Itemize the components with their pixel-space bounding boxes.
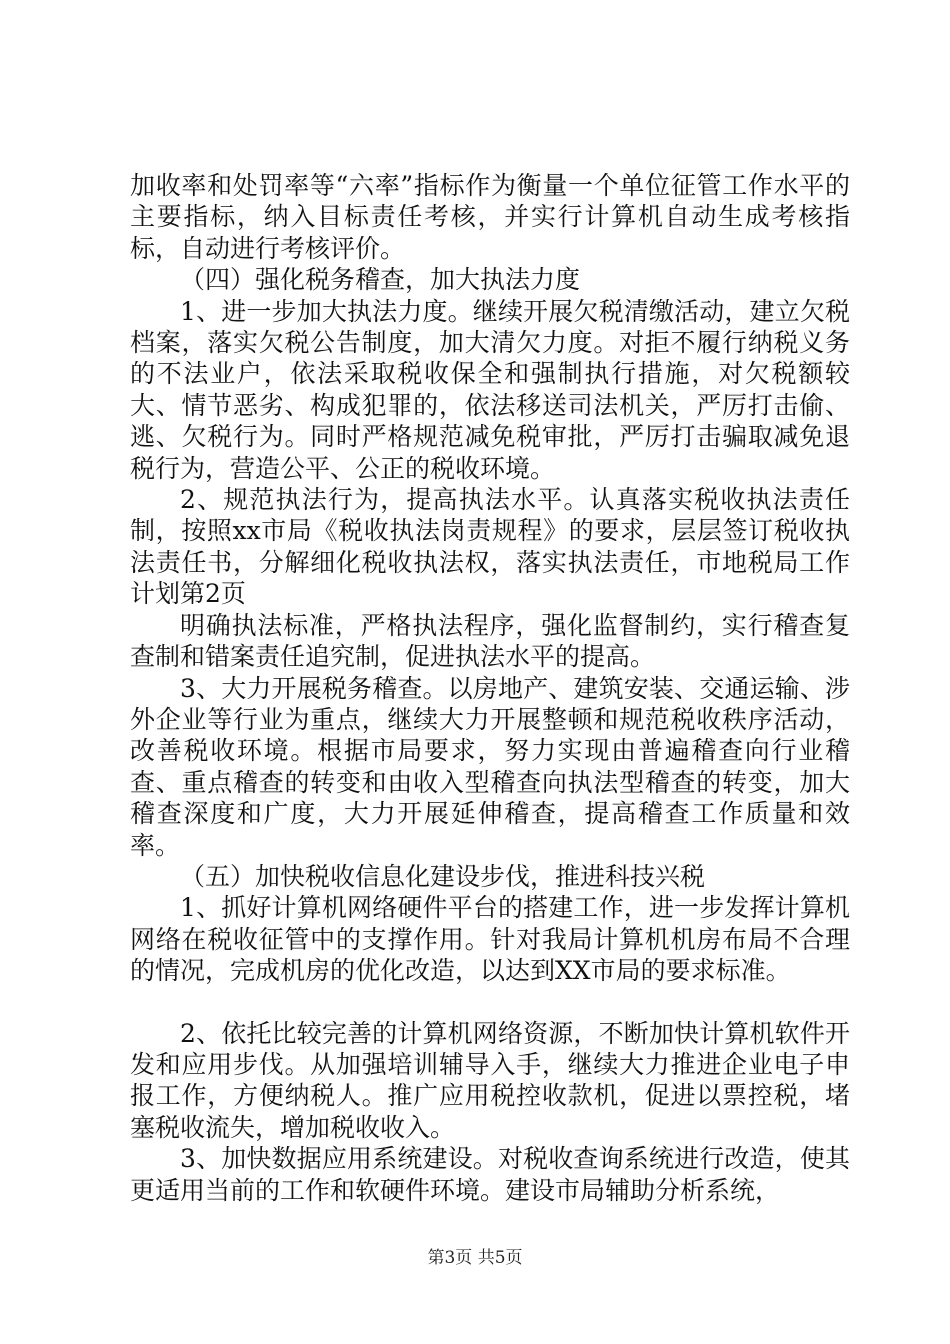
paragraph-4-3: 3、大力开展税务稽查。以房地产、建筑安装、交通运输、涉外企业等行业为重点，继续大力开展整顿和规范税收秩序活动，改善税收环境。根据市局要求，努力实现由普遍稽查向行业稽查、重点稽查的转变和由收入型稽查向执法型稽查的转变，加大稽查深度和广度，大力开展延伸稽查，提高稽查工作质量和效率。 [130, 673, 850, 860]
paragraph-5-2: 2、依托比较完善的计算机网络资源，不断加快计算机软件开发和应用步伐。从加强培训辅导入手，继续大力推进企业电子申报工作，方便纳税人。推广应用税控收款机，促进以票控税，堵塞税收流失，增加税收收入。 [130, 1018, 850, 1142]
page-number-footer: 第3页 共5页 [427, 1248, 523, 1268]
section-heading-5: （五）加快税收信息化建设步伐，推进科技兴税 [180, 861, 706, 891]
paragraph-4-1: 1、进一步加大执法力度。继续开展欠税清缴活动，建立欠税档案，落实欠税公告制度，加大清欠力度。对拒不履行纳税义务的不法业户，依法采取税收保全和强制执行措施，对欠税额较大、情节恶劣、构成犯罪的，依法移送司法机关，严厉打击偷、逃、欠税行为。同时严格规范减免税审批，严厉打击骗取减免退税行为，营造公平、公正的税收环境。 [130, 296, 850, 483]
paragraph-4-2-cont: 明确执法标准，严格执法程序，强化监督制约，实行稽查复查制和错案责任追究制，促进执法水平的提高。 [130, 610, 850, 672]
section-heading-4: （四）强化税务稽查，加大执法力度 [180, 265, 581, 295]
document-body [130, 170, 850, 1206]
paragraph-4-2: 2、规范执法行为，提高执法水平。认真落实税收执法责任制，按照xx市局《税收执法岗责规程》的要求，层层签订税收执法责任书，分解细化税收执法权，落实执法责任，市地税局工作计划第2页 [130, 485, 850, 609]
paragraph-5-1: 1、抓好计算机网络硬件平台的搭建工作，进一步发挥计算机网络在税收征管中的支撑作用。针对我局计算机机房布局不合理的情况，完成机房的优化改造，以达到XX市局的要求标准。 [130, 893, 850, 986]
paragraph-continuation: 加收率和处罚率等“六率”指标作为衡量一个单位征管工作水平的主要指标，纳入目标责任考核，并实行计算机自动生成考核指标，自动进行考核评价。 [130, 171, 850, 263]
paragraph-5-3: 3、加快数据应用系统建设。对税收查询系统进行改造，使其更适用当前的工作和软硬件环境。建设市局辅助分析系统， [130, 1144, 850, 1205]
